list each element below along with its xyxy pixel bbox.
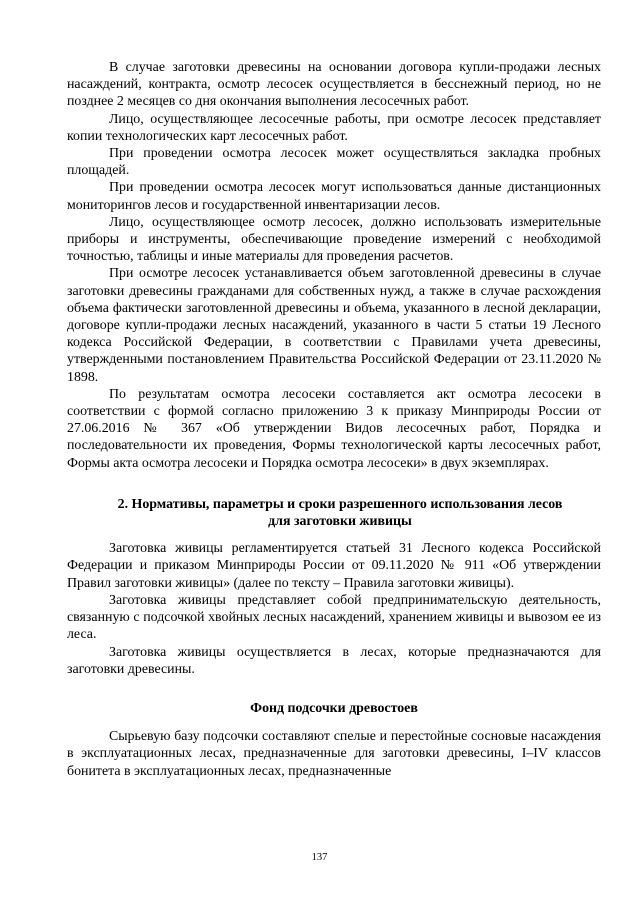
paragraph-technological-maps: Лицо, осуществляющее лесосечные работы, при осмотре лесосек представляет копии технологических карт лесосечных работ. <box>67 111 601 144</box>
paragraph-measuring-instruments: Лицо, осуществляющее осмотр лесосек, должно использовать измерительные приборы и инструменты, обеспечивающие проведение измерений с необходимой точностью, таблицы и иные материалы для проведения расчетов. <box>67 214 601 265</box>
page-content <box>67 59 601 780</box>
paragraph-resin-forests: Заготовка живицы осуществляется в лесах, которые предназначаются для заготовки древесины. <box>67 644 601 677</box>
paragraph-wood-volume: При осмотре лесосек устанавливается объем заготовленной древесины в случае заготовки древесины гражданами для собственных нужд, а также в случае расхождения объема фактически заготовленной древесины и объема, указанного в лесной декларации, договоре купли-продажи лесных насаждений, указанного в части 5 статьи 19 Лесного кодекса Российской Федерации, в соответствии с Правилами учета древесины, утвержденными постановлением Правительства Российской Федерации от 23.11.2020 № 1898. <box>67 266 601 385</box>
paragraph-raw-material-base: Сырьевую базу подсочки составляют спелые и перестойные сосновые насаждения в эксплуатационных лесах, предназначенные для заготовки древесины, I–IV классов бонитета в эксплуатационных лесах, предназначенные <box>67 729 601 779</box>
page-number: 137 <box>311 852 328 863</box>
section-heading-line-1: 2. Нормативы, параметры и сроки разрешенного использования лесов <box>117 496 563 512</box>
paragraph-remote-monitoring: При проведении осмотра лесосек могут использоваться данные дистанционных мониторингов лесов и государственной инвентаризации лесов. <box>67 180 601 213</box>
section-heading <box>67 496 601 530</box>
paragraph-resin-activity: Заготовка живицы представляет собой предпринимательскую деятельность, связанную с подсочкой хвойных лесных насаждений, хранением живицы и вывозом ее из леса. <box>67 592 601 643</box>
subheading: Фонд подсочки древостоев <box>250 700 418 716</box>
paragraph-resin-regulation: Заготовка живицы регламентируется статьей 31 Лесного кодекса Российской Федерации и приказом Минприроды России от 09.11.2020 № 911 «Об утверждении Правил заготовки живицы» (далее по тексту – Правила заготовки живицы). <box>67 541 601 591</box>
paragraph-sample-plots: При проведении осмотра лесосек может осуществляться закладка пробных площадей. <box>67 146 601 179</box>
paragraph-inspection-period: В случае заготовки древесины на основании договора купли-продажи лесных насаждений, контракта, осмотр лесосек осуществляется в бесснежный период, но не позднее 2 месяцев со дня окончания выполнения лесосечных работ. <box>67 60 601 110</box>
paragraph-inspection-act: По результатам осмотра лесосеки составляется акт осмотра лесосеки в соответствии с формой согласно приложению 3 к приказу Минприроды России от 27.06.2016 № 367 «Об утверждении Видов лесосечных работ, Порядка и последовательности их проведения, Формы технологической карты лесосечных работ, Формы акта осмотра лесосеки и Порядка осмотра лесосеки» в двух экземплярах. <box>67 386 601 471</box>
section-heading-line-2: для заготовки живицы <box>268 514 412 530</box>
